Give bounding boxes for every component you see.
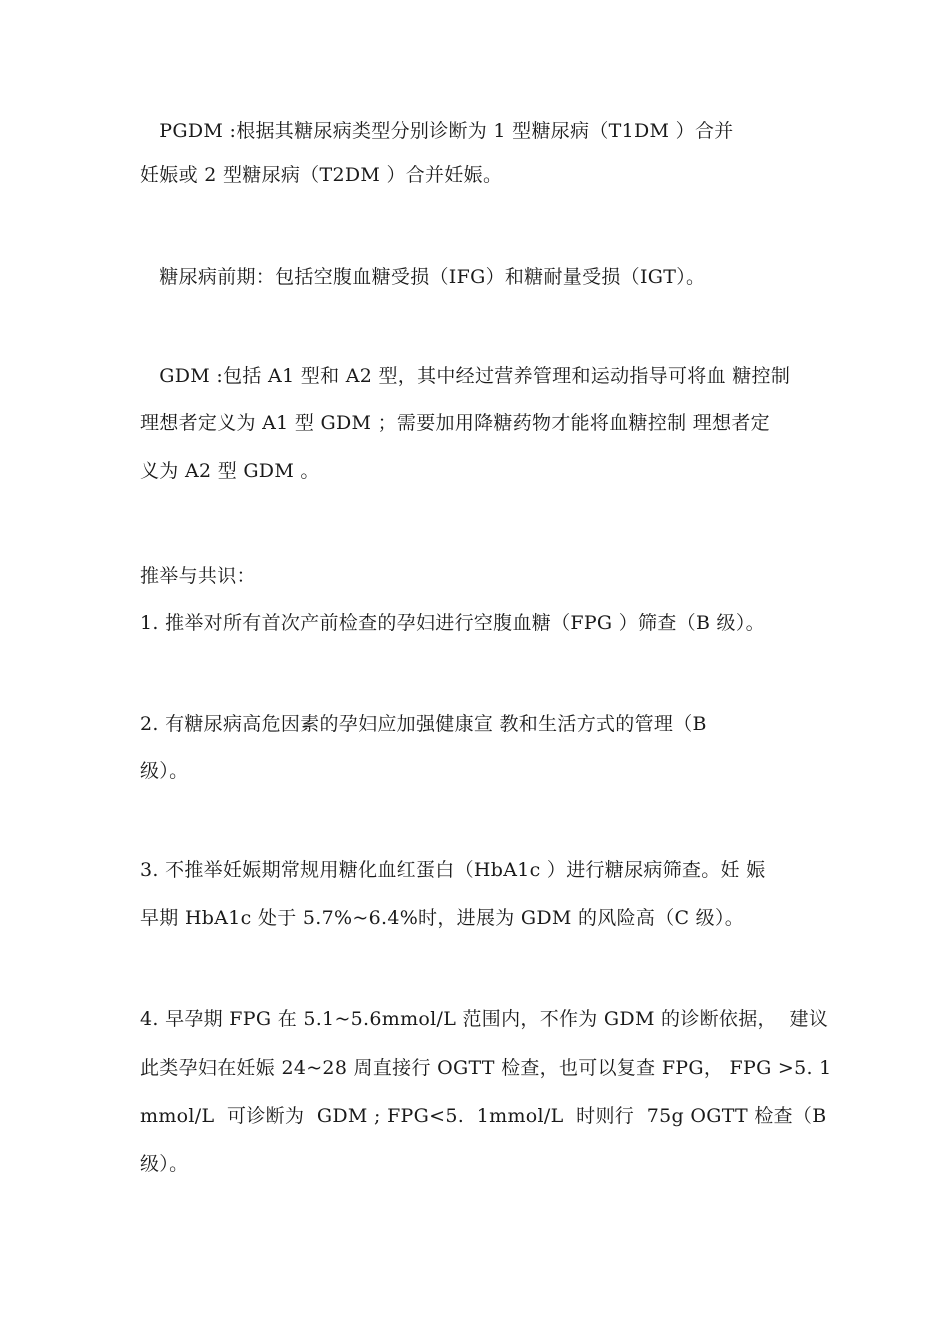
section-heading: 推举与共识：: [140, 565, 256, 587]
recommendation-item: 2. 有糖尿病高危因素的孕妇应加强健康宣 教和生活方式的管理（B: [140, 713, 707, 735]
text-line: GDM :包括 A1 型和 A2 型，其中经过营养管理和运动指导可将血 糖控制: [140, 365, 791, 387]
recommendation-item: 4. 早孕期 FPG 在 5.1~5.6mmol/L 范围内，不作为 GDM 的诊断依据， 建议: [140, 1008, 829, 1030]
text-line: mmol/L 可诊断为 GDM ; FPG<5. 1mmol/L 时则行 75g OGTT 检查（B: [140, 1105, 827, 1127]
recommendation-item: 1. 推举对所有首次产前检查的孕妇进行空腹血糖（FPG ）筛查（B 级）。: [140, 612, 765, 634]
text-line: 妊娠或 2 型糖尿病（T2DM ）合并妊娠。: [140, 164, 503, 186]
text-line: 糖尿病前期：包括空腹血糖受损（IFG）和糖耐量受损（IGT）。: [140, 266, 706, 288]
text-line: 级）。: [140, 760, 189, 782]
text-line: 理想者定义为 A1 型 GDM ；需要加用降糖药物才能将血糖控制 理想者定: [140, 412, 770, 434]
text-line: 级）。: [140, 1153, 189, 1175]
text-line: 早期 HbA1c 处于 5.7%~6.4%时，进展为 GDM 的风险高（C 级）。: [140, 907, 745, 929]
recommendation-item: 3. 不推举妊娠期常规用糖化血红蛋白（HbA1c ）进行糖尿病筛查。妊 娠: [140, 859, 766, 881]
text-line: 义为 A2 型 GDM 。: [140, 460, 320, 482]
text-line: PGDM :根据其糖尿病类型分别诊断为 1 型糖尿病（T1DM ）合并: [140, 120, 734, 142]
text-line: 此类孕妇在妊娠 24~28 周直接行 OGTT 检查，也可以复查 FPG， FPG >5. 1: [140, 1057, 832, 1079]
